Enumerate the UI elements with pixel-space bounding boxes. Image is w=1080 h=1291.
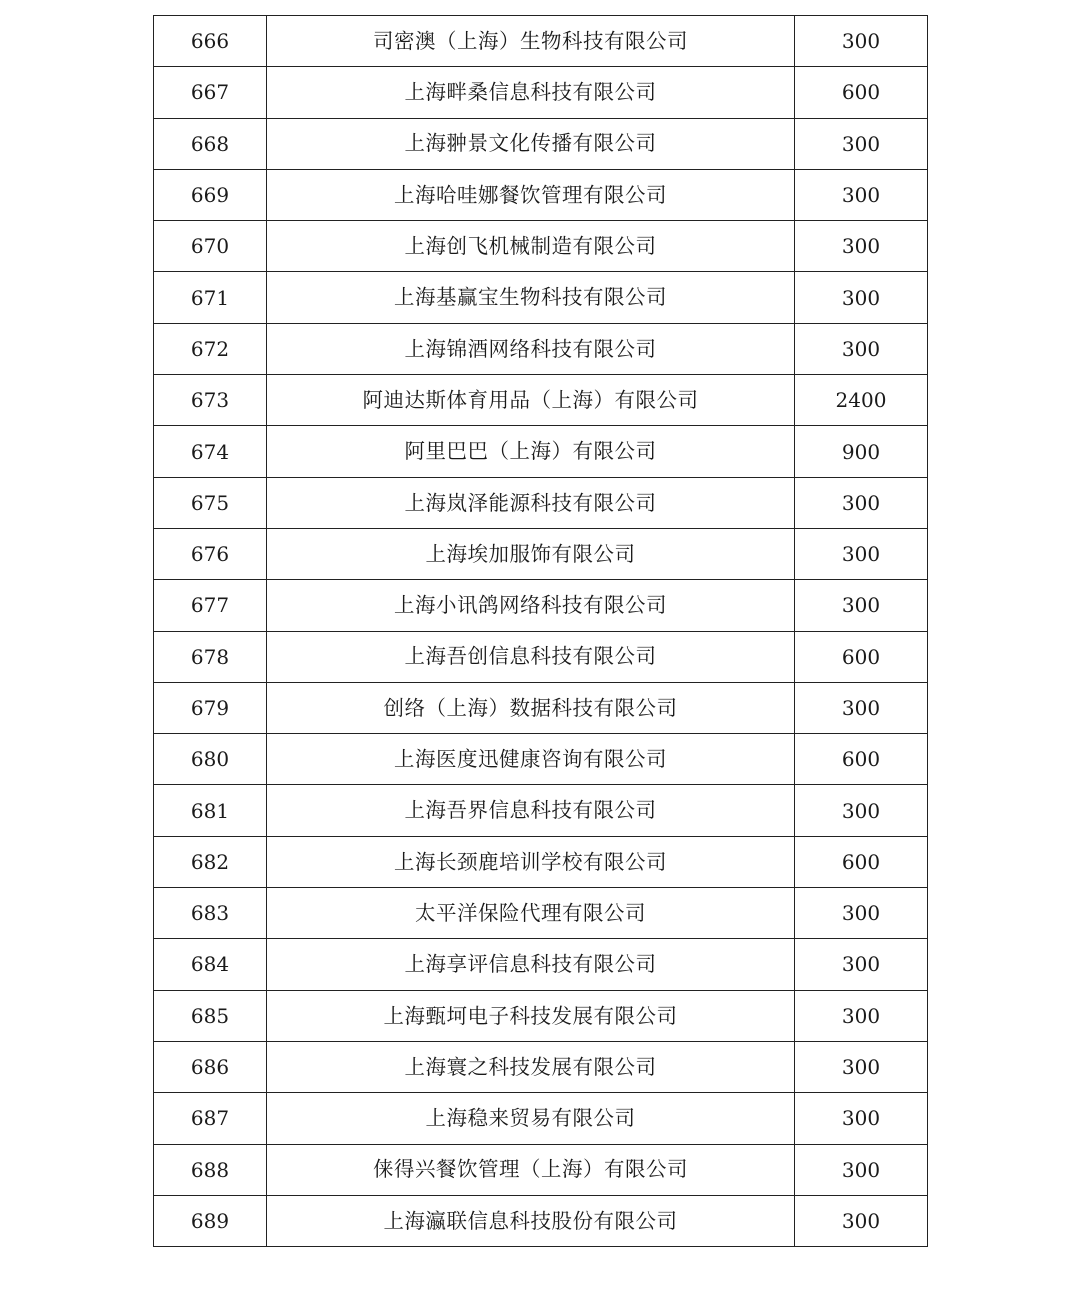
company-name-cell: 阿里巴巴（上海）有限公司 xyxy=(267,426,795,477)
table-row xyxy=(154,477,928,528)
row-number-cell: 683 xyxy=(154,888,267,939)
table-row xyxy=(154,528,928,579)
company-name-cell: 上海锦酒网络科技有限公司 xyxy=(267,323,795,374)
table-row xyxy=(154,221,928,272)
table-row xyxy=(154,734,928,785)
row-number-cell: 687 xyxy=(154,1093,267,1144)
company-name-cell: 上海小讯鸽网络科技有限公司 xyxy=(267,580,795,631)
table-row xyxy=(154,375,928,426)
company-name-cell: 上海埃加服饰有限公司 xyxy=(267,528,795,579)
row-number-cell: 670 xyxy=(154,221,267,272)
amount-cell: 300 xyxy=(795,785,928,836)
table-row xyxy=(154,785,928,836)
amount-cell: 300 xyxy=(795,1093,928,1144)
table-row xyxy=(154,580,928,631)
amount-cell: 300 xyxy=(795,682,928,733)
amount-cell: 900 xyxy=(795,426,928,477)
table-body xyxy=(154,16,928,1247)
amount-cell: 300 xyxy=(795,16,928,67)
table-row xyxy=(154,169,928,220)
row-number-cell: 685 xyxy=(154,990,267,1041)
company-name-cell: 上海稳来贸易有限公司 xyxy=(267,1093,795,1144)
amount-cell: 300 xyxy=(795,221,928,272)
amount-cell: 300 xyxy=(795,1041,928,1092)
row-number-cell: 680 xyxy=(154,734,267,785)
row-number-cell: 673 xyxy=(154,375,267,426)
row-number-cell: 677 xyxy=(154,580,267,631)
table-row xyxy=(154,682,928,733)
table-row xyxy=(154,888,928,939)
row-number-cell: 668 xyxy=(154,118,267,169)
amount-cell: 600 xyxy=(795,631,928,682)
table-row xyxy=(154,1041,928,1092)
amount-cell: 300 xyxy=(795,118,928,169)
company-name-cell: 上海岚泽能源科技有限公司 xyxy=(267,477,795,528)
table-row xyxy=(154,1144,928,1195)
table-row xyxy=(154,16,928,67)
row-number-cell: 676 xyxy=(154,528,267,579)
amount-cell: 300 xyxy=(795,888,928,939)
table-row xyxy=(154,990,928,1041)
row-number-cell: 672 xyxy=(154,323,267,374)
amount-cell: 300 xyxy=(795,580,928,631)
amount-cell: 300 xyxy=(795,272,928,323)
company-name-cell: 上海寰之科技发展有限公司 xyxy=(267,1041,795,1092)
table-row xyxy=(154,67,928,118)
row-number-cell: 679 xyxy=(154,682,267,733)
company-name-cell: 司密澳（上海）生物科技有限公司 xyxy=(267,16,795,67)
amount-cell: 300 xyxy=(795,939,928,990)
amount-cell: 600 xyxy=(795,67,928,118)
amount-cell: 300 xyxy=(795,528,928,579)
row-number-cell: 684 xyxy=(154,939,267,990)
company-name-cell: 阿迪达斯体育用品（上海）有限公司 xyxy=(267,375,795,426)
row-number-cell: 669 xyxy=(154,169,267,220)
table-row xyxy=(154,1093,928,1144)
company-name-cell: 上海长颈鹿培训学校有限公司 xyxy=(267,836,795,887)
row-number-cell: 688 xyxy=(154,1144,267,1195)
company-name-cell: 上海基赢宝生物科技有限公司 xyxy=(267,272,795,323)
amount-cell: 600 xyxy=(795,734,928,785)
amount-cell: 300 xyxy=(795,477,928,528)
amount-cell: 300 xyxy=(795,990,928,1041)
company-name-cell: 上海甄坷电子科技发展有限公司 xyxy=(267,990,795,1041)
table-row xyxy=(154,939,928,990)
company-name-cell: 上海吾创信息科技有限公司 xyxy=(267,631,795,682)
amount-cell: 300 xyxy=(795,1195,928,1246)
row-number-cell: 675 xyxy=(154,477,267,528)
table-row xyxy=(154,323,928,374)
table-row xyxy=(154,631,928,682)
company-name-cell: 上海畔桑信息科技有限公司 xyxy=(267,67,795,118)
table-row xyxy=(154,1195,928,1246)
row-number-cell: 689 xyxy=(154,1195,267,1246)
table-row xyxy=(154,118,928,169)
company-name-cell: 上海瀛联信息科技股份有限公司 xyxy=(267,1195,795,1246)
row-number-cell: 674 xyxy=(154,426,267,477)
row-number-cell: 686 xyxy=(154,1041,267,1092)
table-row xyxy=(154,836,928,887)
row-number-cell: 671 xyxy=(154,272,267,323)
row-number-cell: 667 xyxy=(154,67,267,118)
company-name-cell: 俫得兴餐饮管理（上海）有限公司 xyxy=(267,1144,795,1195)
row-number-cell: 678 xyxy=(154,631,267,682)
amount-cell: 300 xyxy=(795,1144,928,1195)
company-name-cell: 上海医度迅健康咨询有限公司 xyxy=(267,734,795,785)
amount-cell: 300 xyxy=(795,323,928,374)
row-number-cell: 681 xyxy=(154,785,267,836)
table-row xyxy=(154,426,928,477)
company-name-cell: 上海哈哇娜餐饮管理有限公司 xyxy=(267,169,795,220)
amount-cell: 300 xyxy=(795,169,928,220)
table-row xyxy=(154,272,928,323)
company-name-cell: 上海享评信息科技有限公司 xyxy=(267,939,795,990)
row-number-cell: 682 xyxy=(154,836,267,887)
company-name-cell: 上海翀景文化传播有限公司 xyxy=(267,118,795,169)
amount-cell: 2400 xyxy=(795,375,928,426)
company-name-cell: 上海创飞机械制造有限公司 xyxy=(267,221,795,272)
company-name-cell: 太平洋保险代理有限公司 xyxy=(267,888,795,939)
company-subsidy-table xyxy=(153,15,928,1247)
amount-cell: 600 xyxy=(795,836,928,887)
company-name-cell: 创络（上海）数据科技有限公司 xyxy=(267,682,795,733)
company-name-cell: 上海吾界信息科技有限公司 xyxy=(267,785,795,836)
row-number-cell: 666 xyxy=(154,16,267,67)
